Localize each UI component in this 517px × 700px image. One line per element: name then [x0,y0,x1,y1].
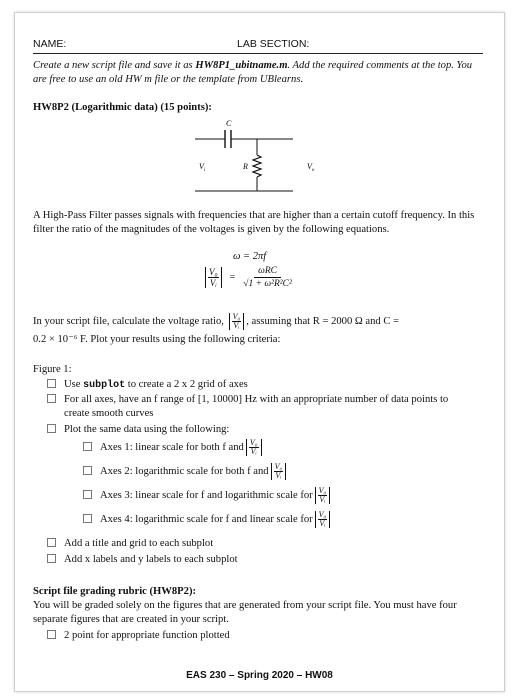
intro-text-2: . Add the required comments at the top. You are free to use an old HW m file or the template from UBlearns. [33,60,473,85]
instructions-text-b: , assuming that R = 2000 Ω and C = [246,315,400,327]
axes-item-4: Axes 4: logarithmic scale for f and linear scale for $\frac{\text{V₀}}{\text{Vᵢ}}$ [83,511,332,528]
rubric-title: Script file grading rubric (HW8P2): [33,586,197,597]
rubric-text: You will be graded solely on the figures that are generated from your script file. You must have four separate figures that are created in your script. [33,600,457,625]
checkbox[interactable] [47,554,56,563]
high-pass-filter-circuit [165,117,335,199]
checkbox[interactable] [47,424,56,433]
checkbox[interactable] [83,466,92,475]
ratio-lhs-denominator: Vᵢ [209,278,217,288]
vout-subscript: o [311,168,315,173]
svg-text:Vo [307,162,315,173]
page-footer: EAS 230 – Spring 2020 – HW08 [186,670,333,681]
checkbox[interactable] [83,514,92,523]
resistor-label: R [243,162,248,171]
equals-sign: = [229,272,236,283]
subplot-code: subplot [83,380,126,391]
ratio-lhs [205,267,222,288]
ratio-equation [203,265,294,290]
instructions-line-1 [33,313,493,330]
document-page [14,12,505,692]
axes-item-1: Axes 1: linear scale for both f and $\frac{\text{V₀}}{\text{Vᵢ}}$ [83,439,264,456]
axes-item-3: Axes 3: linear scale for f and logarithmic scale for $\frac{\text{V₀}}{\text{Vᵢ}}$ [83,487,332,504]
checkbox[interactable] [83,442,92,451]
capacitor-label: C [226,119,232,128]
axes-item-2: Axes 2: logarithmic scale for both f and $\frac{\text{V₀}}{\text{Vᵢ}}$ [83,463,288,480]
checklist-item-labels: Add x labels and y labels to each subplot [47,553,238,567]
checkbox[interactable] [47,538,56,547]
filter-description: A High-Pass Filter passes signals with frequencies that are higher than a certain cutoff frequency. In this filter the ratio of the magnitudes of the voltages is given by the following equations. [33,210,475,235]
lab-section-label: LAB SECTION: [237,38,310,50]
omega-equation: ω = 2πf [233,251,267,262]
checklist-item-title-grid: Add a title and grid to each subplot [47,537,213,551]
ratio-lhs-numerator: V₀ [209,267,218,277]
ratio-rhs-numerator: ωRC [254,265,281,278]
checkbox[interactable] [83,490,92,499]
vout-label: V [307,162,312,171]
intro-paragraph [33,59,485,87]
intro-filename: HW8P1_ubitname.m [195,60,288,71]
svg-text:Vi [199,162,206,173]
voltage-ratio-inline: $\frac{\text{V₀}}{\text{Vᵢ}}$ [229,313,245,330]
vin-label: V [199,162,204,171]
figure-label: Figure 1: [33,364,72,375]
resistor-zigzag [253,155,261,177]
vin-subscript: i [203,168,206,173]
checkbox[interactable] [47,394,56,403]
intro-text-1: Create a new script file and save it as [33,60,196,71]
checkbox[interactable] [47,379,56,388]
checklist-item-1: Use subplot to create a 2 x 2 grid of axes [47,378,467,393]
checkbox[interactable] [47,630,56,639]
rubric-item: 2 point for appropriate function plotted [47,629,230,643]
instructions-text-a: In your script file, calculate the voltage ratio, [33,315,224,327]
header-rule [33,53,483,54]
problem-title: HW8P2 (Logarithmic data) (15 points): [33,102,212,113]
name-label: NAME: [33,38,67,50]
checklist-item-2: For all axes, have an f range of [1, 10000] Hz with an appropriate number of data points to create smooth curves [47,393,464,421]
instructions-line-2: 0.2 × 10⁻⁶ F. Plot your results using the following criteria: [33,334,281,345]
ratio-rhs-denominator: √1 + ω²R²C² [243,279,292,289]
ratio-rhs [241,265,294,290]
checklist-item-3: Plot the same data using the following: [47,423,229,437]
